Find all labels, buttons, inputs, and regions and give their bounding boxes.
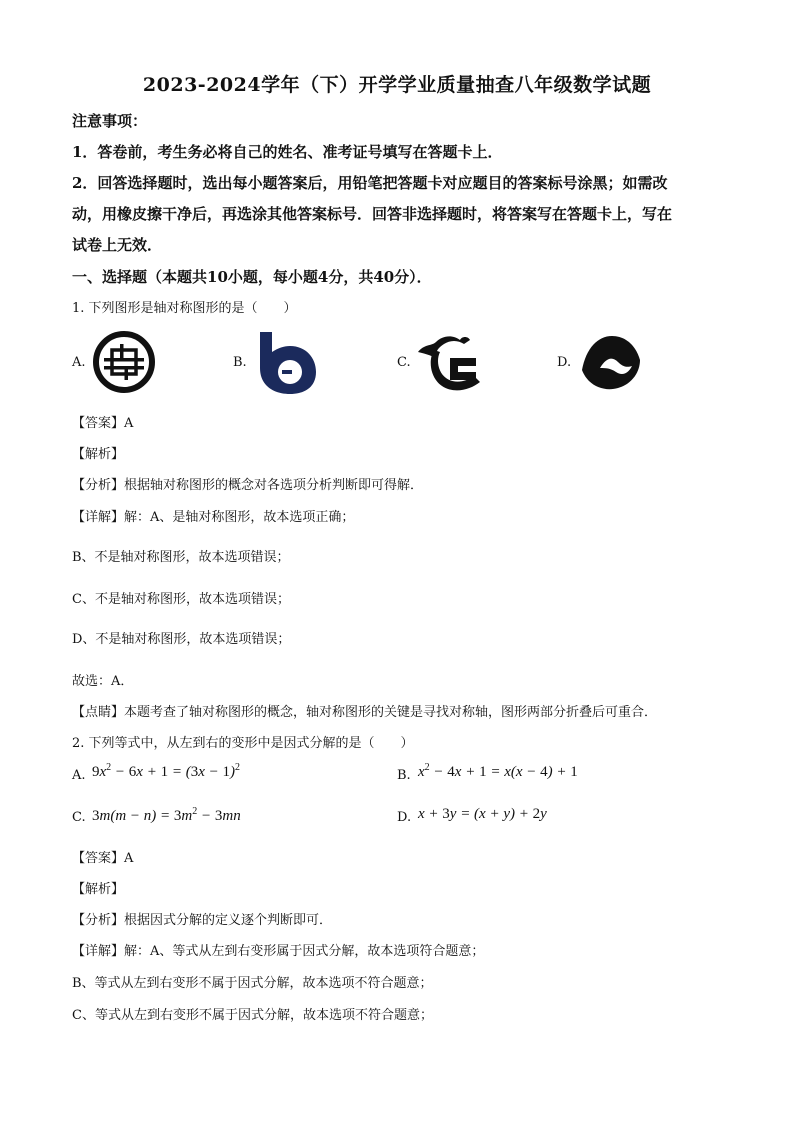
bank-logo-c-icon (414, 330, 486, 394)
notice-item-2-line-2: 动，用橡皮擦干净后，再选涂其他答案标号．回答非选择题时，将答案写在答题卡上，写在 (72, 205, 673, 223)
q1-answer: 【答案】A (72, 416, 134, 431)
q1-detail-b: B、不是轴对称图形，故本选项错误； (72, 550, 290, 565)
q2-option-d-label: D. (397, 810, 412, 825)
q1-comment: 【点睛】本题考查了轴对称图形的概念，轴对称图形的关键是寻找对称轴，图形两部分折叠后可重合． (72, 705, 658, 720)
q2-option-c-equation: $3m(m - n) = 3m^2 - 3mn$ (92, 806, 241, 824)
page-title: 2023-2024学年（下）开学学业质量抽查八年级数学试题 (142, 74, 652, 96)
q2-detail: 【详解】解：A、等式从左到右变形属于因式分解，故本选项符合题意； (72, 944, 485, 959)
notice-heading: 注意事项： (72, 112, 148, 130)
q1-analysis-heading: 【解析】 (72, 447, 125, 462)
q2-option-a-equation: $9x^2 - 6x + 1 = (3x - 1)^2$ (92, 762, 240, 780)
option-b-label: B. (233, 355, 247, 370)
q2-detail-b: B、等式从左到右变形不属于因式分解，故本选项不符合题意； (72, 976, 433, 991)
notice-item-1: 1．答卷前，考生务必将自己的姓名、准考证号填写在答题卡上． (72, 143, 503, 161)
q1-choice: 故选：A． (72, 674, 134, 689)
q2-option-c-label: C. (72, 810, 86, 825)
bank-logo-d-icon (578, 332, 644, 392)
notice-item-2-line-3: 试卷上无效． (72, 236, 163, 254)
q2-option-d-equation: x + 3y = (x + y) + 2y (418, 806, 547, 822)
q2-analysis: 【分析】根据因式分解的定义逐个判断即可． (72, 913, 333, 928)
q1-detail-c: C、不是轴对称图形，故本选项错误； (72, 592, 290, 607)
question-2-stem: 2. 下列等式中，从左到右的变形中是因式分解的是（ ） (72, 736, 414, 751)
q2-option-b-equation: $x^2 - 4x + 1 = x(x - 4) + 1$ (418, 762, 578, 780)
option-a-label: A. (72, 355, 86, 370)
notice-item-2-line-1: 2．回答选择题时，选出每小题答案后，用铅笔把答题卡对应题目的答案标号涂黑；如需改 (72, 174, 668, 192)
option-d-label: D. (557, 355, 572, 370)
bank-logo-b-icon (252, 328, 320, 396)
q2-option-b-label: B. (397, 768, 411, 783)
question-1-stem: 1. 下列图形是轴对称图形的是（ ） (72, 301, 297, 316)
q2-analysis-heading: 【解析】 (72, 882, 125, 897)
option-c-label: C. (397, 355, 411, 370)
icbc-logo-icon (90, 330, 158, 394)
section-heading: 一、选择题（本题共10小题，每小题4分，共40分）． (72, 268, 432, 286)
q1-analysis: 【分析】根据轴对称图形的概念对各选项分析判断即可得解． (72, 478, 424, 493)
q2-option-a-label: A. (72, 768, 86, 783)
q2-answer: 【答案】A (72, 851, 134, 866)
q2-detail-c: C、等式从左到右变形不属于因式分解，故本选项不符合题意； (72, 1008, 433, 1023)
q1-detail-d: D、不是轴对称图形，故本选项错误； (72, 632, 291, 647)
q1-detail: 【详解】解：A、是轴对称图形，故本选项正确； (72, 510, 355, 525)
